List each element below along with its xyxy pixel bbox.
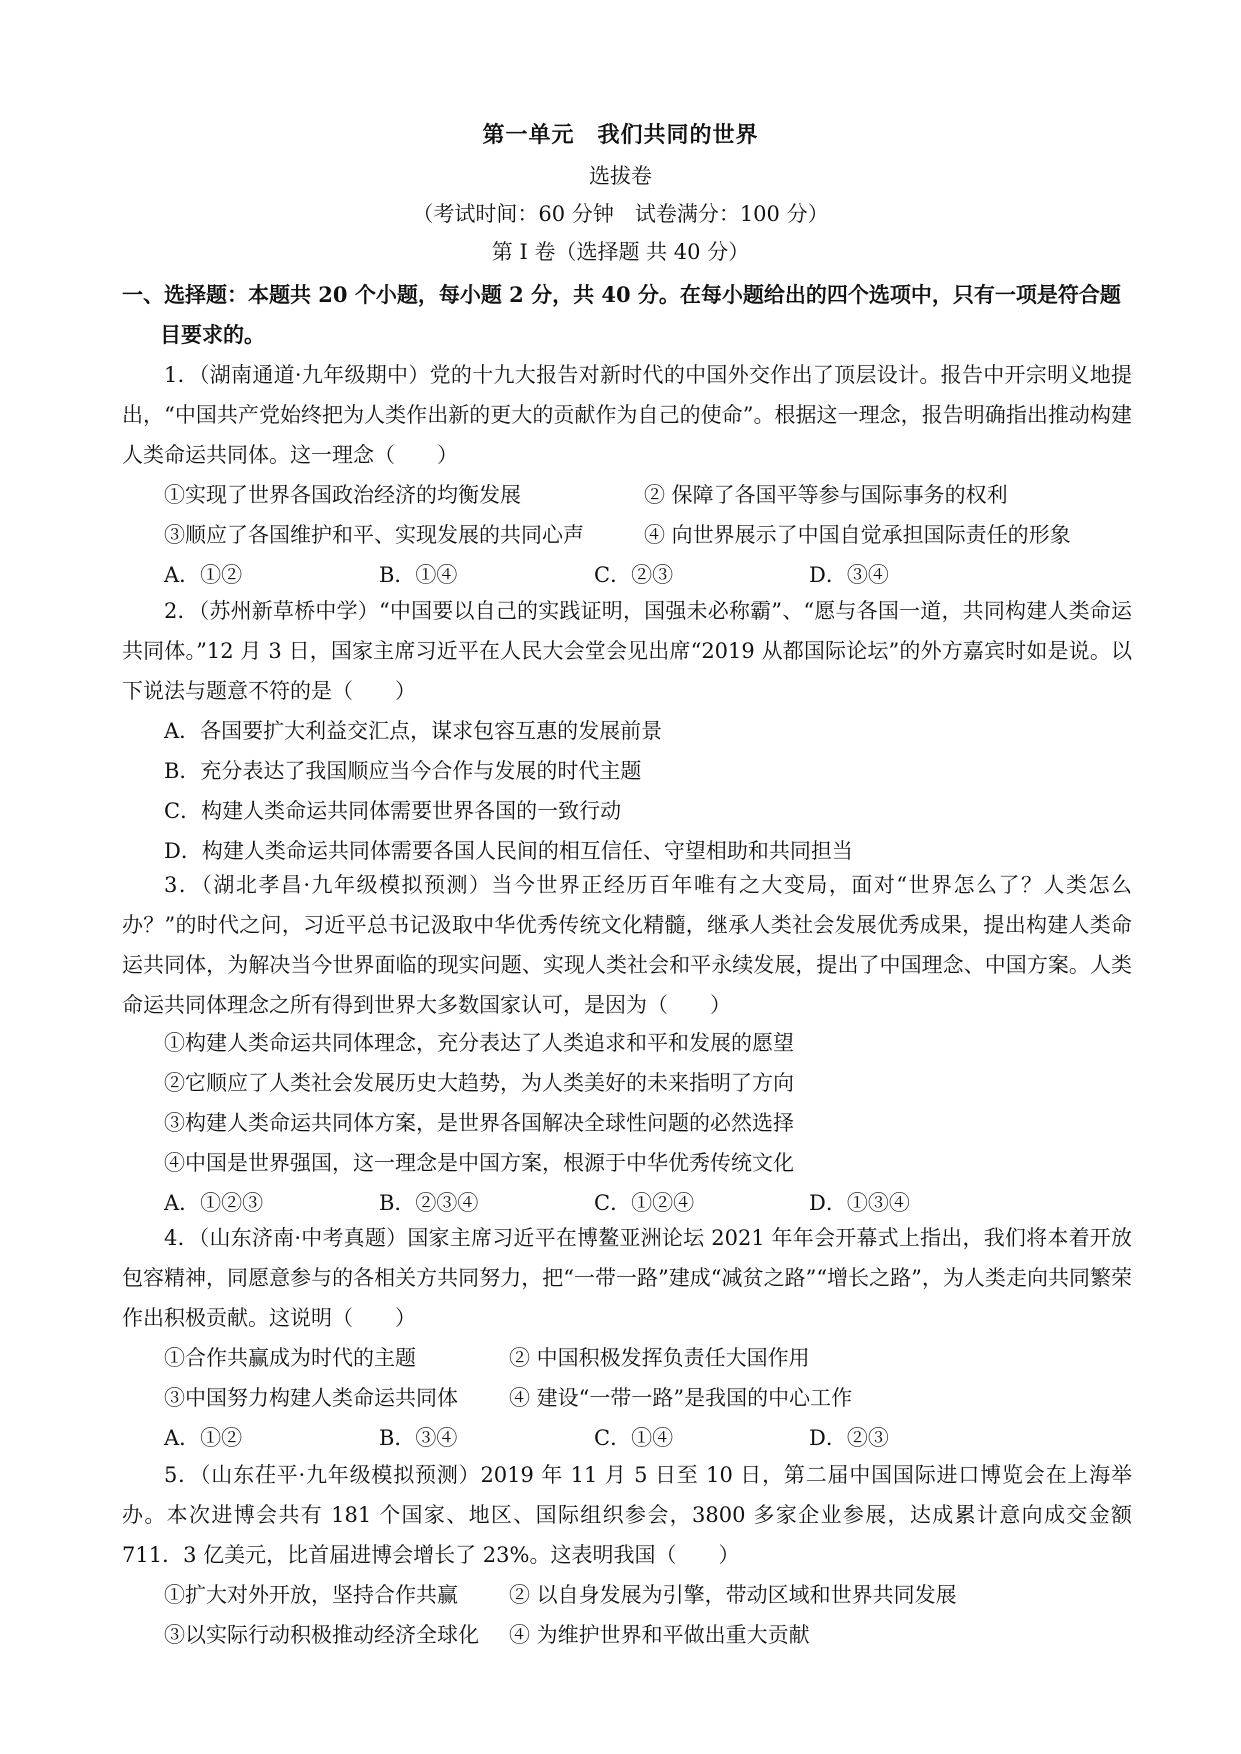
statement: ② 中国积极发挥负责任大国作用 [509, 1346, 810, 1370]
choice: A．①② [164, 563, 243, 587]
question-5-stem: 5．（山东茌平·九年级模拟预测）2019 年 11 月 5 日至 10 日，第二届中国国际进口博览会在上海举办。本次进博会共有 181 个国家、地区、国际组织参会，3800 多家企业参展，达成累计意向成交金额 711．3 亿美元，比首届进博会增长了 23%。这表明我国（ ） [122, 1463, 1132, 1567]
option: C．构建人类命运共同体需要世界各国的一致行动 [164, 799, 622, 823]
statement: ③构建人类命运共同体方案，是世界各国解决全球性问题的必然选择 [164, 1111, 794, 1135]
question-1-statements [164, 475, 1144, 595]
option: B．充分表达了我国顺应当今合作与发展的时代主题 [164, 759, 642, 783]
question-5-statements [164, 1575, 1144, 1655]
choice: C．①②④ [594, 1191, 695, 1215]
statement: ④ 为维护世界和平做出重大贡献 [509, 1623, 810, 1647]
statement: ④中国是世界强国，这一理念是中国方案，根源于中华优秀传统文化 [164, 1151, 794, 1175]
statement: ①构建人类命运共同体理念，充分表达了人类追求和平和发展的愿望 [164, 1031, 794, 1055]
question-2-stem: 2．（苏州新草桥中学）“中国要以自己的实践证明，国强未必称霸”、“愿与各国一道，共同构建人类命运共同体。”12 月 3 日，国家主席习近平在人民大会堂会见出席“2019 从都国际论坛”的外方嘉宾时如是说。以下说法与题意不符的是（ ） [122, 599, 1132, 703]
question-5 [122, 1455, 1132, 1575]
statement: ①实现了世界各国政治经济的均衡发展 [164, 483, 521, 507]
section-heading-line2: 目要求的。 [160, 322, 265, 347]
choice: C．①④ [594, 1426, 674, 1450]
question-4-stem: 4．（山东济南·中考真题）国家主席习近平在博鳌亚洲论坛 2021 年年会开幕式上指出，我们将本着开放包容精神，同愿意参与的各相关方共同努力，把“一带一路”建成“减贫之路”“增长之路”，为人类走向共同繁荣作出积极贡献。这说明（ ） [122, 1226, 1132, 1330]
question-2 [122, 591, 1132, 711]
option: D．构建人类命运共同体需要各国人民间的相互信任、守望相助和共同担当 [164, 839, 853, 863]
exam-subtitle: 选拔卷 [589, 164, 652, 188]
choice: B．①④ [379, 563, 458, 587]
question-1 [122, 355, 1132, 475]
question-2-options [164, 711, 1144, 871]
statement: ④ 向世界展示了中国自觉承担国际责任的形象 [644, 523, 1071, 547]
choice: D．②③ [809, 1426, 889, 1450]
question-3-statements [164, 1023, 1144, 1223]
choice: D．③④ [809, 563, 889, 587]
volume-heading: 第 I 卷（选择题 共 40 分） [491, 240, 750, 264]
question-4 [122, 1218, 1132, 1338]
question-1-stem: 1．（湖南通道·九年级期中）党的十九大报告对新时代的中国外交作出了顶层设计。报告中开宗明义地提出，“中国共产党始终把为人类作出新的更大的贡献作为自己的使命”。根据这一理念，报告明确指出推动构建人类命运共同体。这一理念（ ） [122, 363, 1132, 467]
choice: A．①② [164, 1426, 243, 1450]
statement: ③顺应了各国维护和平、实现发展的共同心声 [164, 523, 584, 547]
question-4-statements [164, 1338, 1144, 1458]
question-3-stem: 3．（湖北孝昌·九年级模拟预测）当今世界正经历百年唯有之大变局，面对“世界怎么了？人类怎么办？”的时代之问，习近平总书记汲取中华优秀传统文化精髓，继承人类社会发展优秀成果，提出构建人类命运共同体，为解决当今世界面临的现实问题、实现人类社会和平永续发展，提出了中国理念、中国方案。人类命运共同体理念之所有得到世界大多数国家认可，是因为（ ） [122, 873, 1132, 1017]
statement: ② 以自身发展为引擎，带动区域和世界共同发展 [509, 1583, 957, 1607]
statement: ② 保障了各国平等参与国际事务的权利 [644, 483, 1008, 507]
statement: ④ 建设“一带一路”是我国的中心工作 [509, 1386, 853, 1410]
unit-title: 第一单元 我们共同的世界 [482, 122, 759, 148]
choice: B．③④ [379, 1426, 458, 1450]
option: A．各国要扩大利益交汇点，谋求包容互惠的发展前景 [164, 719, 663, 743]
statement: ③以实际行动积极推动经济全球化 [164, 1623, 479, 1647]
choice: C．②③ [594, 563, 674, 587]
section-heading [122, 275, 1132, 355]
statement: ①扩大对外开放，坚持合作共赢 [164, 1583, 458, 1607]
exam-info: （考试时间：60 分钟 试卷满分：100 分） [412, 202, 829, 226]
choice: B．②③④ [379, 1191, 479, 1215]
statement: ③中国努力构建人类命运共同体 [164, 1386, 458, 1410]
statement: ①合作共赢成为时代的主题 [164, 1346, 416, 1370]
question-3 [122, 865, 1132, 1025]
choice: D．①③④ [809, 1191, 910, 1215]
statement: ②它顺应了人类社会发展历史大趋势，为人类美好的未来指明了方向 [164, 1071, 794, 1095]
section-heading-line1: 一、选择题：本题共 20 个小题，每小题 2 分，共 40 分。在每小题给出的四个选项中，只有一项是符合题 [122, 282, 1121, 307]
choice: A．①②③ [164, 1191, 264, 1215]
